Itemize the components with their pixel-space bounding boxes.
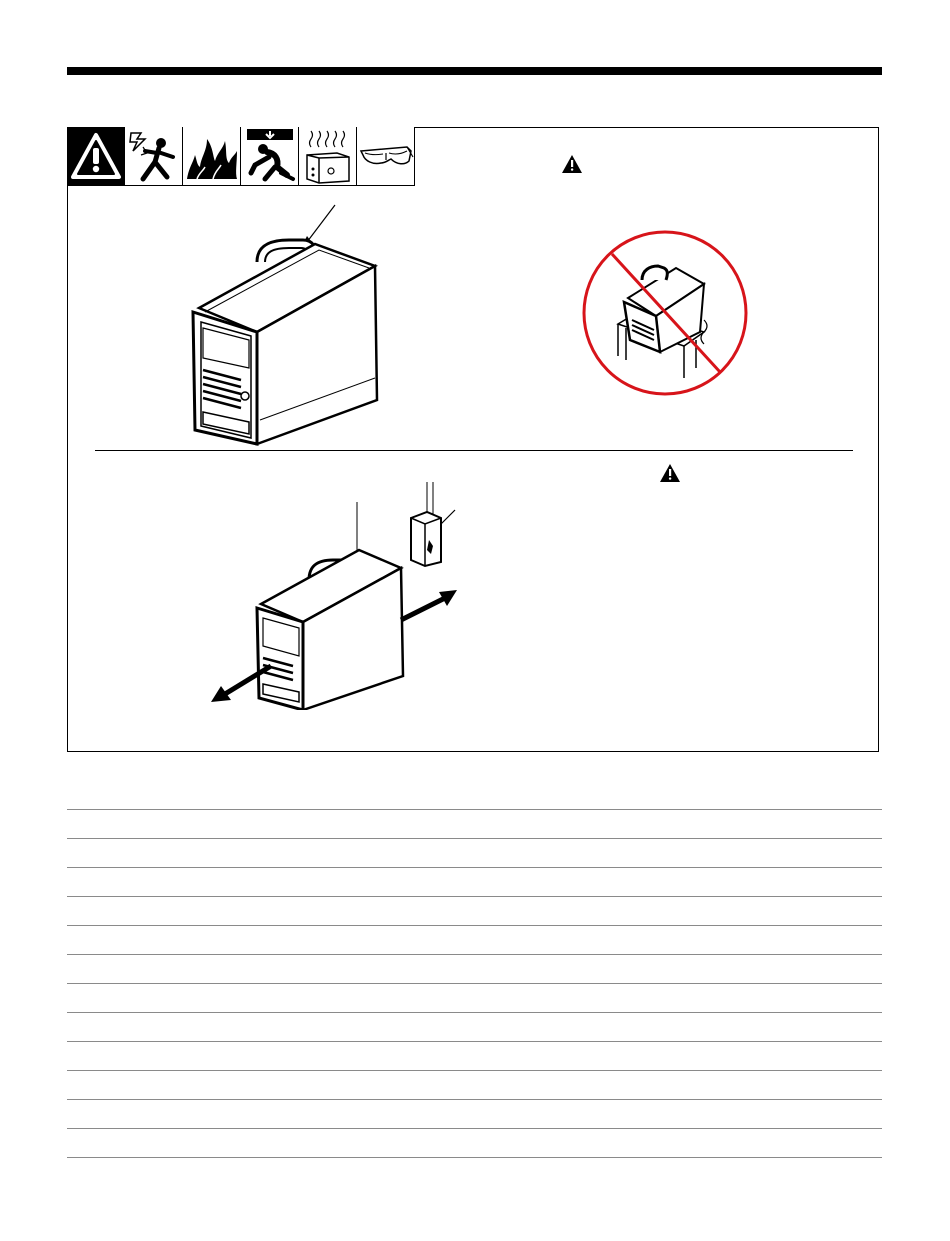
fire-hazard-icon — [183, 127, 241, 186]
ruled-line — [67, 983, 882, 984]
ruled-line — [67, 1157, 882, 1158]
no-lifting-welder-icon — [580, 228, 750, 398]
electric-shock-icon — [125, 127, 183, 186]
warning-triangle-icon — [561, 154, 583, 174]
ruled-line — [67, 896, 882, 897]
welder-handle-callout-icon — [185, 200, 395, 450]
general-warning-icon — [67, 127, 125, 186]
warning-triangle-icon — [659, 463, 681, 483]
hazard-icon-strip — [67, 127, 415, 186]
ruled-line — [67, 1041, 882, 1042]
ruled-line — [67, 838, 882, 839]
ruled-line — [67, 954, 882, 955]
falling-equipment-icon — [241, 127, 299, 186]
hot-parts-icon — [299, 127, 357, 186]
ruled-line — [67, 1070, 882, 1071]
header-rule — [67, 67, 882, 75]
ruled-line — [67, 1099, 882, 1100]
section-divider — [95, 450, 853, 451]
ruled-line — [67, 867, 882, 868]
ruled-line — [67, 1012, 882, 1013]
ruled-line — [67, 925, 882, 926]
welder-airflow-clearance-icon — [205, 480, 465, 710]
ruled-line — [67, 1128, 882, 1129]
safety-glasses-icon — [357, 127, 415, 186]
ruled-line — [67, 809, 882, 810]
